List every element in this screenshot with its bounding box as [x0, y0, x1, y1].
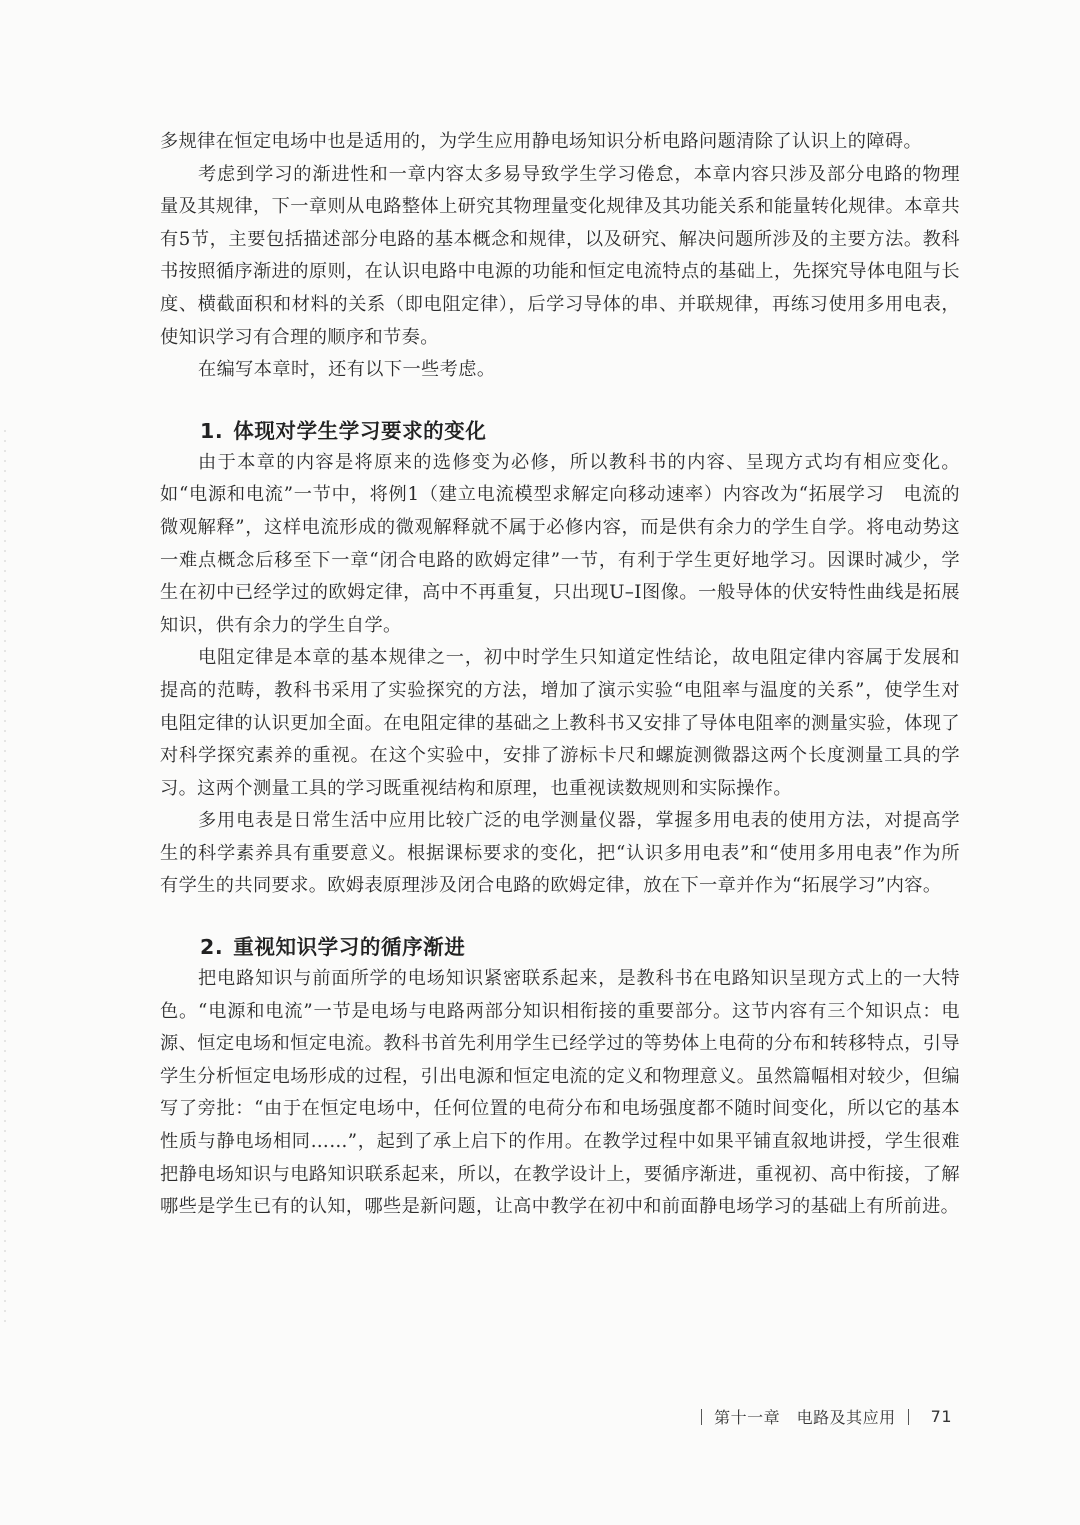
section-1-number: 1. — [200, 418, 224, 443]
section-2-heading — [160, 931, 960, 963]
footer-chapter-title: 第十一章 电路及其应用 — [714, 1408, 896, 1427]
section-1-paragraph-2: 电阻定律是本章的基本规律之一，初中时学生只知道定性结论，故电阻定律内容属于发展和提高的范畴，教科书采用了实验探究的方法，增加了演示实验“电阻率与温度的关系”，使学生对电阻定律的认识更加全面。在电阻定律的基础之上教科书又安排了导体电阻率的测量实验，体现了对科学探究素养的重视。在这个实验中，安排了游标卡尺和螺旋测微器这两个长度测量工具的学习。这两个测量工具的学习既重视结构和原理，也重视读数规则和实际操作。 — [160, 647, 960, 799]
section-1-title: 体现对学生学习要求的变化 — [233, 418, 487, 443]
page-number: 71 — [930, 1407, 952, 1426]
footer-divider-right — [908, 1409, 909, 1425]
section-1-heading — [160, 415, 960, 447]
page-edge-marks — [4, 430, 6, 1330]
document-page — [160, 126, 960, 1224]
intro-paragraph-3: 在编写本章时，还有以下一些考虑。 — [198, 359, 496, 381]
section-2-number: 2. — [200, 935, 224, 960]
page-footer — [689, 1405, 952, 1428]
footer-divider-left — [701, 1409, 702, 1425]
intro-paragraph-2: 考虑到学习的渐进性和一章内容太多易导致学生学习倦怠，本章内容只涉及部分电路的物理量及其规律，下一章则从电路整体上研究其物理量变化规律及其功能关系和能量转化规律。本章共有5节，主要包括描述部分电路的基本概念和规律，以及研究、解决问题所涉及的主要方法。教科书按照循序渐进的原则，在认识电路中电源的功能和恒定电流特点的基础上，先探究导体电阻与长度、横截面积和材料的关系（即电阻定律），后学习导体的串、并联规律，再练习使用多用电表，使知识学习有合理的顺序和节奏。 — [160, 163, 960, 348]
section-2-paragraph-1: 把电路知识与前面所学的电场知识紧密联系起来，是教科书在电路知识呈现方式上的一大特色。“电源和电流”一节是电场与电路两部分知识相衔接的重要部分。这节内容有三个知识点：电源、恒定电场和恒定电流。教科书首先利用学生已经学过的等势体上电荷的分布和转移特点，引导学生分析恒定电场形成的过程，引出电源和恒定电流的定义和物理意义。虽然篇幅相对较少，但编写了旁批：“由于在恒定电场中，任何位置的电荷分布和电场强度都不随时间变化，所以它的基本性质与静电场相同……”，起到了承上启下的作用。在教学过程中如果平铺直叙地讲授，学生很难把静电场知识与电路知识联系起来，所以，在教学设计上，要循序渐进，重视初、高中衔接，了解哪些是学生已有的认知，哪些是新问题，让高中教学在初中和前面静电场学习的基础上有所前进。 — [160, 968, 960, 1218]
intro-paragraph-1: 多规律在恒定电场中也是适用的，为学生应用静电场知识分析电路问题清除了认识上的障碍。 — [160, 131, 923, 152]
section-1-paragraph-3: 多用电表是日常生活中应用比较广泛的电学测量仪器，掌握多用电表的使用方法，对提高学生的科学素养具有重要意义。根据课标要求的变化，把“认识多用电表”和“使用多用电表”作为所有学生的共同要求。欧姆表原理涉及闭合电路的欧姆定律，放在下一章并作为“拓展学习”内容。 — [160, 810, 960, 897]
section-1-paragraph-1: 由于本章的内容是将原来的选修变为必修，所以教科书的内容、呈现方式均有相应变化。如“电源和电流”一节中，将例1（建立电流模型求解定向移动速率）内容改为“拓展学习 电流的微观解释”，这样电流形成的微观解释就不属于必修内容，而是供有余力的学生自学。将电动势这一难点概念后移至下一章“闭合电路的欧姆定律”一节，有利于学生更好地学习。因课时减少，学生在初中已经学过的欧姆定律，高中不再重复，只出现U–I图像。一般导体的伏安特性曲线是拓展知识，供有余力的学生自学。 — [160, 451, 960, 636]
section-2-title: 重视知识学习的循序渐进 — [233, 935, 466, 960]
